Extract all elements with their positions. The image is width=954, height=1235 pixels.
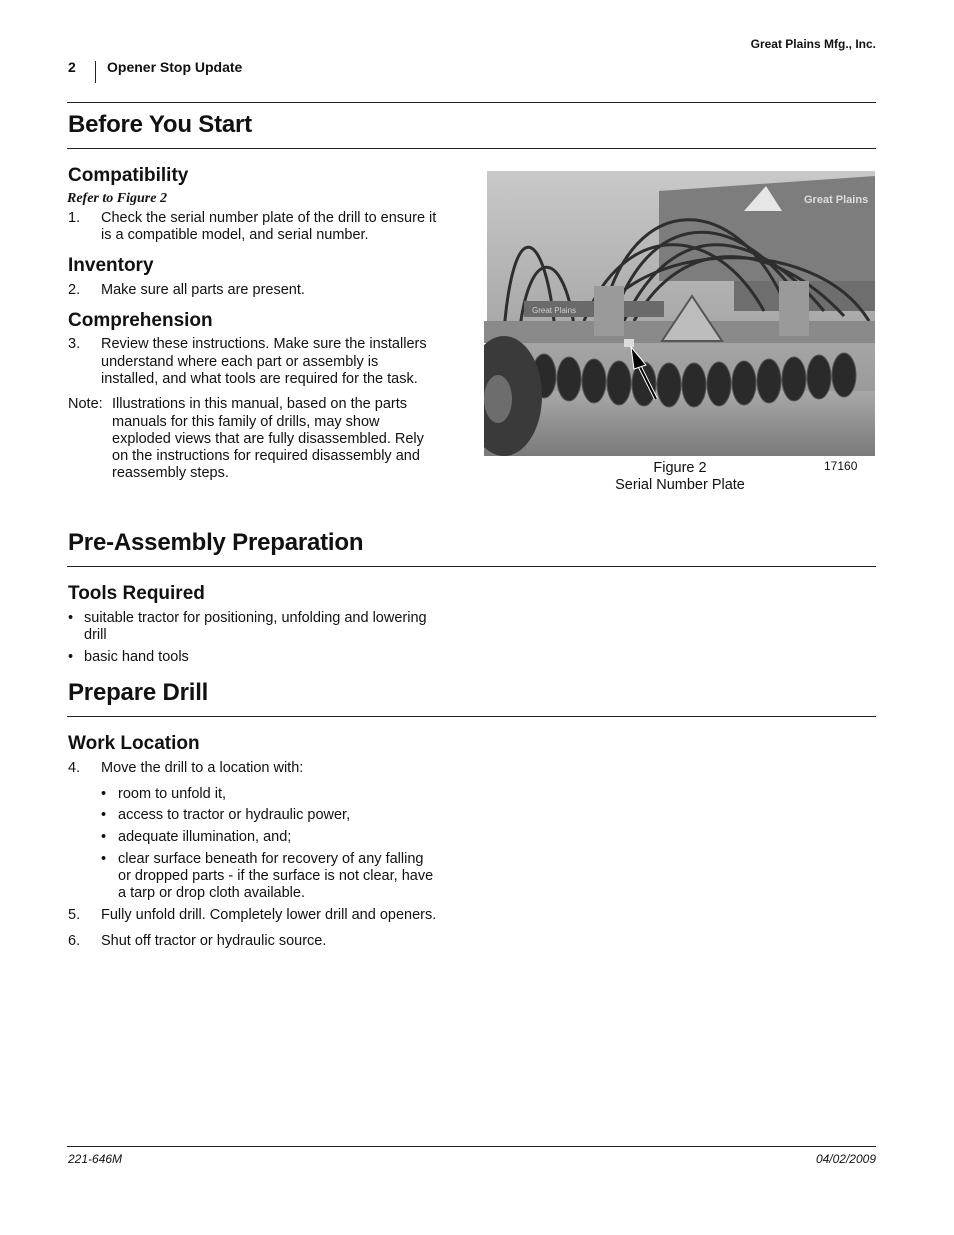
- step-number: 2.: [68, 282, 81, 298]
- tool-item: drill: [84, 627, 107, 643]
- sub-item: adequate illumination, and;: [118, 829, 292, 845]
- step-number: 6.: [68, 933, 81, 949]
- tool-item: suitable tractor for positioning, unfolding and lowering: [84, 610, 427, 626]
- heading-comprehension: Comprehension: [68, 310, 213, 331]
- step-text: Move the drill to a location with:: [101, 760, 304, 776]
- note-text: exploded views that are fully disassembled. Rely: [112, 431, 424, 447]
- step-text: is a compatible model, and serial number.: [101, 227, 369, 243]
- sub-item: a tarp or drop cloth available.: [118, 885, 305, 901]
- heading-compatibility: Compatibility: [68, 165, 189, 186]
- step-text: Shut off tractor or hydraulic source.: [101, 933, 327, 949]
- note-text: manuals for this family of drills, may show: [112, 414, 380, 430]
- bullet: •: [68, 610, 74, 626]
- figure-reference: Refer to Figure 2: [67, 191, 167, 206]
- step-number: 3.: [68, 336, 81, 352]
- figure-caption: Serial Number Plate: [615, 477, 745, 493]
- sub-item: room to unfold it,: [118, 786, 226, 802]
- header-divider: [95, 61, 96, 83]
- section-rule: [67, 148, 876, 149]
- bullet: •: [101, 851, 107, 867]
- heading-inventory: Inventory: [68, 255, 154, 276]
- figure-number: Figure 2: [653, 460, 707, 476]
- bullet: •: [101, 786, 107, 802]
- frame-decal: Great Plains: [532, 306, 577, 315]
- doc-number: 221-646M: [68, 1152, 123, 1166]
- heading-prepare-drill: Prepare Drill: [68, 679, 209, 706]
- company-name: Great Plains Mfg., Inc.: [750, 37, 876, 51]
- tool-item: basic hand tools: [84, 649, 189, 665]
- note-text: Illustrations in this manual, based on the parts: [112, 396, 407, 412]
- step-text: Make sure all parts are present.: [101, 282, 305, 298]
- bullet: •: [68, 649, 74, 665]
- heading-tools-required: Tools Required: [68, 583, 205, 604]
- brand-decal: Great Plains: [804, 194, 869, 206]
- heading-before-you-start: Before You Start: [68, 111, 252, 138]
- page-number: 2: [68, 59, 76, 75]
- header-rule: [67, 102, 876, 103]
- footer-rule: [67, 1146, 876, 1147]
- step-text: installed, and what tools are required for the task.: [101, 371, 418, 387]
- sub-item: access to tractor or hydraulic power,: [118, 807, 351, 823]
- heading-work-location: Work Location: [68, 733, 200, 754]
- doc-date: 04/02/2009: [815, 1152, 876, 1166]
- note-text: reassembly steps.: [112, 465, 229, 481]
- serial-number-plate-photo: [484, 171, 875, 456]
- step-number: 1.: [68, 210, 81, 226]
- heading-pre-assembly: Pre-Assembly Preparation: [68, 529, 364, 556]
- section-rule: [67, 716, 876, 717]
- step-text: understand where each part or assembly is: [101, 354, 379, 370]
- step-number: 4.: [68, 760, 81, 776]
- bullet: •: [101, 807, 107, 823]
- document-title: Opener Stop Update: [107, 59, 243, 75]
- note-text: on the instructions for required disassembly and: [112, 448, 420, 464]
- step-text: Fully unfold drill. Completely lower drill and openers.: [101, 907, 437, 923]
- sub-item: or dropped parts - if the surface is not clear, have: [118, 868, 434, 884]
- bullet: •: [101, 829, 107, 845]
- step-text: Check the serial number plate of the drill to ensure it: [101, 210, 437, 226]
- figure-code: 17160: [824, 459, 858, 473]
- step-text: Review these instructions. Make sure the installers: [101, 336, 427, 352]
- section-rule: [67, 566, 876, 567]
- note-label: Note:: [68, 396, 103, 412]
- sub-item: clear surface beneath for recovery of any falling: [118, 851, 424, 867]
- step-number: 5.: [68, 907, 81, 923]
